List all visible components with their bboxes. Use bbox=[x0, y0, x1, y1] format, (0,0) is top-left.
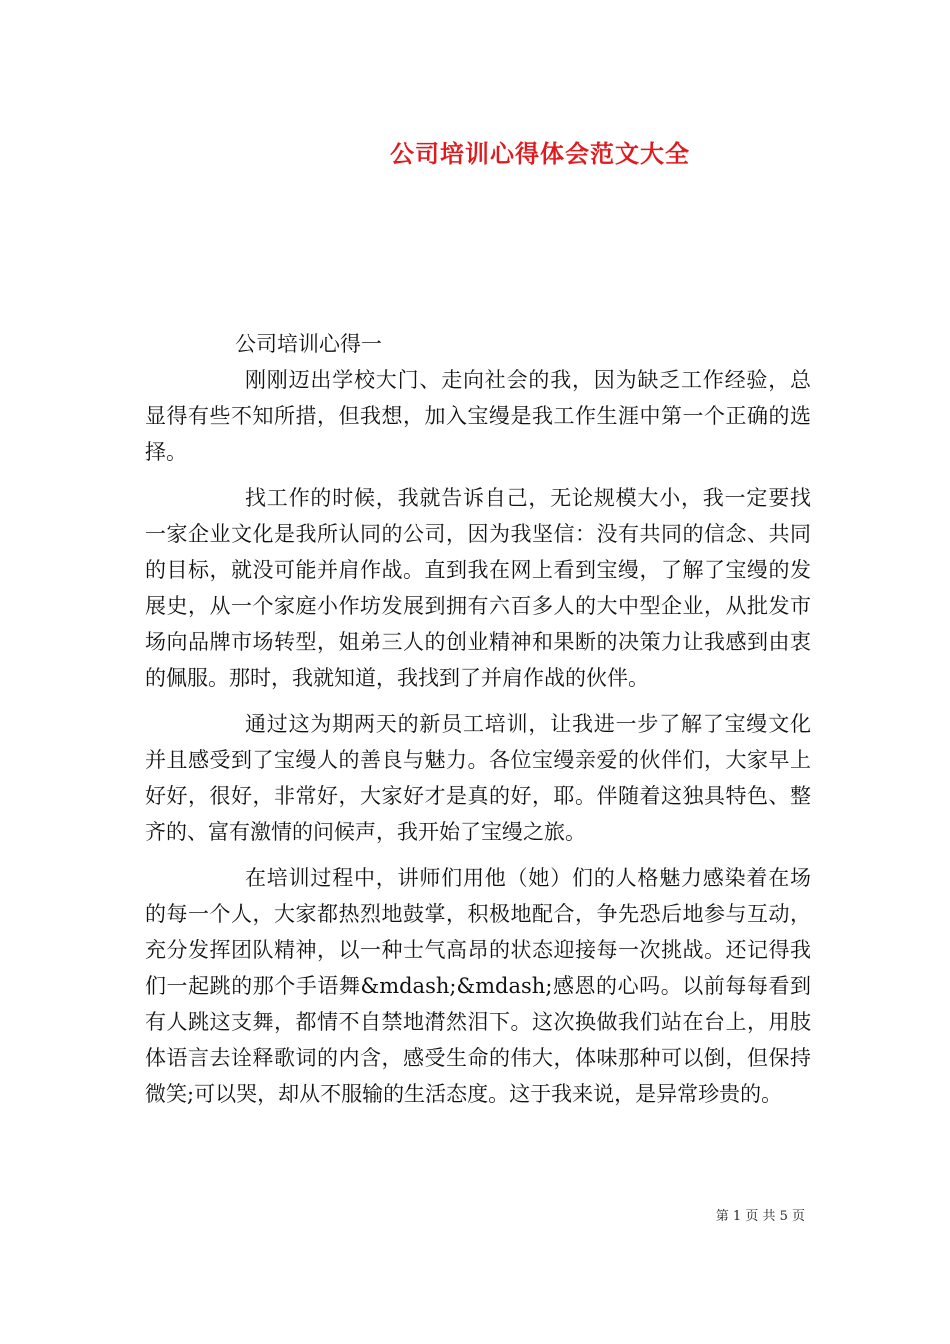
document-title: 公司培训心得体会范文大全 bbox=[390, 139, 690, 168]
document-body bbox=[145, 326, 811, 1112]
paragraph-2: 找工作的时候，我就告诉自己，无论规模大小，我一定要找一家企业文化是我所认同的公司，因为我坚信：没有共同的信念、共同的目标，就没可能并肩作战。直到我在网上看到宝缦，了解了宝缦的发展史，从一个家庭小作坊发展到拥有六百多人的大中型企业，从批发市场向品牌市场转型，姐弟三人的创业精神和果断的决策力让我感到由衷的佩服。那时，我就知道，我找到了并肩作战的伙伴。 bbox=[145, 486, 811, 690]
paragraph-1: 刚刚迈出学校大门、走向社会的我，因为缺乏工作经验，总显得有些不知所措，但我想，加入宝缦是我工作生涯中第一个正确的选择。 bbox=[145, 368, 811, 464]
page-number: 第 1 页 共 5 页 bbox=[715, 1209, 805, 1224]
paragraph-4: 在培训过程中，讲师们用他（她）们的人格魅力感染着在场的每一个人，大家都热烈地鼓掌，积极地配合，争先恐后地参与互动，充分发挥团队精神，以一种士气高昂的状态迎接每一次挑战。还记得我们一起跳的那个手语舞&mdash;&mdash;感恩的心吗。以前每每看到有人跳这支舞，都情不自禁地潸然泪下。这次换做我们站在台上，用肢体语言去诠释歌词的内含，感受生命的伟大，体味那种可以倒，但保持微笑;可以哭，却从不服输的生活态度。这于我来说，是异常珍贵的。 bbox=[145, 866, 811, 1106]
paragraph-3: 通过这为期两天的新员工培训，让我进一步了解了宝缦文化并且感受到了宝缦人的善良与魅力。各位宝缦亲爱的伙伴们，大家早上好好，很好，非常好，大家好才是真的好，耶。伴随着这独具特色、整齐的、富有激情的问候声，我开始了宝缦之旅。 bbox=[145, 712, 811, 844]
section-heading: 公司培训心得一 bbox=[235, 332, 382, 356]
